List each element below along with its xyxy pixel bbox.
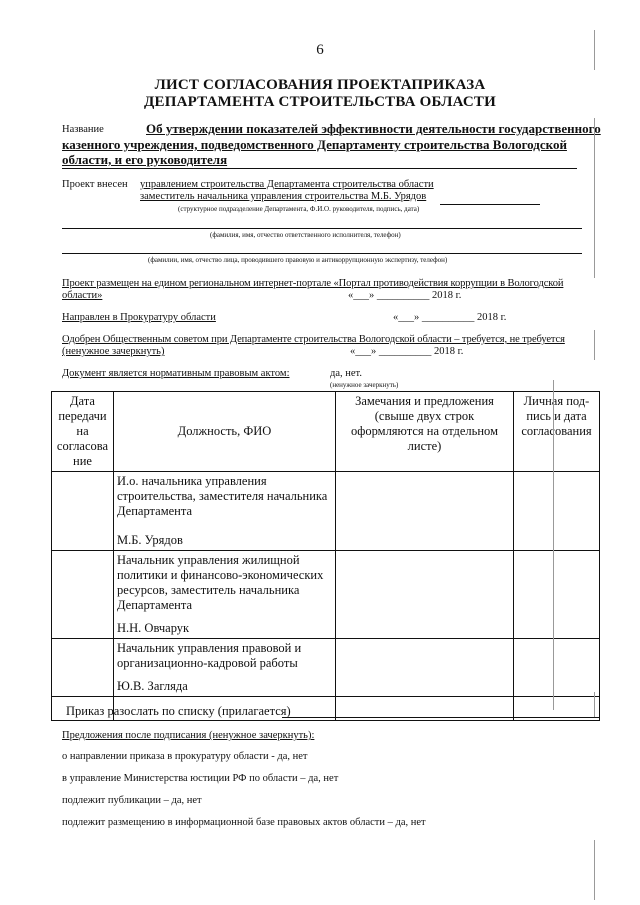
row-name: Н.Н. Овчарук	[117, 621, 190, 635]
row-name: М.Б. Урядов	[117, 533, 183, 547]
executor-line	[62, 228, 582, 229]
row-signature-cell	[514, 639, 600, 697]
title-line-1: ЛИСТ СОГЛАСОВАНИЯ ПРОЕКТАПРИКАЗА	[154, 77, 486, 93]
after-signing-item: подлежит размещению в информационной базе правовых актов области – да, нет	[62, 817, 426, 828]
row-name: Ю.В. Загляда	[117, 679, 188, 693]
row-remarks-cell	[336, 551, 514, 639]
after-signing-heading: Предложения после подписания (ненужное зачеркнуть):	[62, 730, 315, 741]
header-remarks: Замечания и предложения (свыше двух строк оформляются на отдельном листе)	[336, 392, 514, 472]
normative-text: Документ является нормативным правовым актом:	[62, 368, 290, 379]
row-date-cell	[52, 472, 114, 551]
normative-note: (ненужное зачеркнуть)	[330, 381, 399, 389]
name-line-1: Об утверждении показателей эффективности деятельности государственного	[146, 121, 601, 136]
name-label: Название	[62, 124, 104, 135]
council-line-2: (ненужное зачеркнуть)	[62, 346, 165, 357]
council-line-1: Одобрен Общественным советом при Департаменте строительства Вологодской области – требуется, не требуется	[62, 334, 565, 345]
row-position-cell	[114, 639, 336, 697]
expert-line	[62, 253, 582, 254]
row-position-cell	[114, 472, 336, 551]
header-position: Должность, ФИО	[114, 392, 336, 472]
submitted-line-2: заместитель начальника управления строительства М.Б. Урядов	[140, 191, 427, 202]
row-date-cell	[52, 551, 114, 639]
signature-line	[440, 204, 540, 205]
header-signature: Личная под-пись и дата согласования	[514, 392, 600, 472]
name-line-3: области, и его руководителя	[62, 152, 228, 167]
prosecutor-date: «___» __________ 2018 г.	[393, 312, 507, 323]
row-date-cell	[52, 639, 114, 697]
scan-line	[553, 380, 554, 710]
submitted-label: Проект внесен	[62, 179, 128, 190]
row-position: И.о. начальника управления строительства, заместителя начальника Департамента	[117, 474, 328, 518]
row-remarks-cell	[336, 472, 514, 551]
approval-table	[51, 391, 600, 721]
distribution-line	[282, 717, 600, 718]
row-position: Начальник управления правовой и организационно-кадровой работы	[117, 641, 302, 670]
title-line-2: ДЕПАРТАМЕНТА СТРОИТЕЛЬСТВА ОБЛАСТИ	[144, 94, 496, 110]
row-position-cell	[114, 551, 336, 639]
scan-line	[594, 118, 595, 278]
submitted-caption: (структурное подразделение Департамента, Ф.И.О. руководителя, подпись, дата)	[178, 205, 420, 213]
portal-date: «___» __________ 2018 г.	[348, 290, 462, 301]
portal-line-1: Проект размещен на едином региональном интернет-портале «Портал противодействия коррупции в Вологодской	[62, 278, 564, 289]
expert-caption: (фамилии, имя, отчество лица, проводившего правовую и антикоррупционную экспертизу, телефон)	[148, 256, 448, 264]
prosecutor-text: Направлен в Прокуратуру области	[62, 312, 216, 323]
scan-line	[594, 692, 595, 717]
after-signing-item: подлежит публикации – да, нет	[62, 795, 202, 806]
name-line-2: казенного учреждения, подведомственного Департаменту строительства Вологодской	[62, 137, 567, 152]
scan-line	[594, 30, 595, 70]
table-row	[52, 639, 600, 697]
distribution-text: Приказ разослать по списку (прилагается)	[66, 704, 291, 718]
page-number: 6	[316, 42, 324, 58]
table-row	[52, 472, 600, 551]
scan-line	[594, 840, 595, 900]
after-signing-item: о направлении приказа в прокуратуру области - да, нет	[62, 751, 308, 762]
header-date: Дата передачи на согласова ние	[52, 392, 114, 472]
table-header-row	[52, 392, 600, 472]
table-row	[52, 551, 600, 639]
row-signature-cell	[514, 472, 600, 551]
portal-line-2: области»	[62, 290, 103, 301]
row-position: Начальник управления жилищной политики и финансово-экономических ресурсов, заместитель начальника Департамента	[117, 553, 324, 612]
executor-caption: (фамилия, имя, отчество ответственного исполнителя, телефон)	[210, 231, 401, 239]
council-date: «___» __________ 2018 г.	[350, 346, 464, 357]
name-underline	[62, 168, 577, 169]
row-remarks-cell	[336, 639, 514, 697]
submitted-line-1: управлением строительства Департамента строительства области	[140, 179, 434, 190]
row-signature-cell	[514, 551, 600, 639]
scan-line	[594, 330, 595, 360]
normative-value: да, нет.	[330, 368, 362, 379]
after-signing-item: в управление Министерства юстиции РФ по области – да, нет	[62, 773, 339, 784]
